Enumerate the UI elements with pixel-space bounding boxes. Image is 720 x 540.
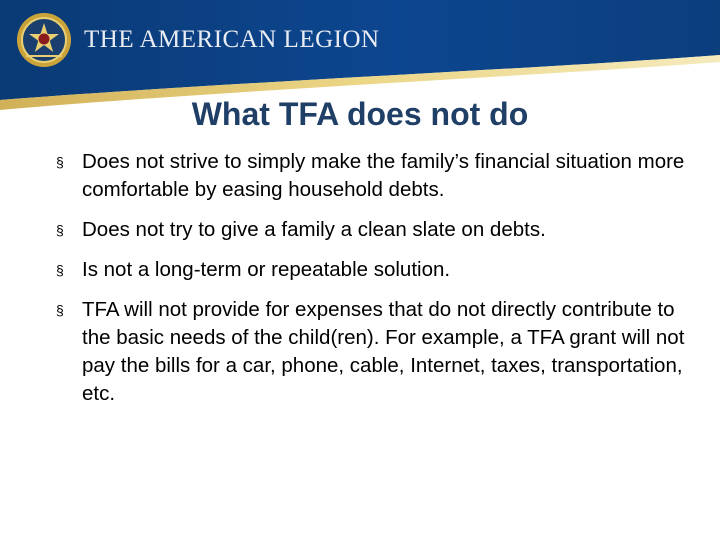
slide-title: What TFA does not do (191, 96, 529, 132)
bullet-marker-icon: § (56, 302, 64, 318)
bullet-item (56, 148, 686, 204)
bullet-item (56, 256, 686, 284)
bullet-item (56, 216, 686, 244)
bullet-marker-icon: § (56, 154, 64, 170)
bullet-text: Does not strive to simply make the family’s financial situation more comfortable by easing household debts. (82, 150, 685, 201)
bullet-text: TFA will not provide for expenses that do not directly contribute to the basic needs of the child(ren). For example, a TFA grant will not pay the bills for a car, phone, cable, Internet, taxes, transportation, etc. (82, 298, 685, 405)
bullet-text: Is not a long-term or repeatable solution. (82, 258, 451, 281)
organization-name: THE AMERICAN LEGION (84, 26, 380, 53)
bullet-marker-icon: § (56, 222, 64, 238)
bullet-item (56, 296, 686, 408)
bullet-list (56, 148, 686, 420)
american-legion-emblem-icon (16, 12, 72, 68)
bullet-marker-icon: § (56, 262, 64, 278)
bullet-text: Does not try to give a family a clean slate on debts. (82, 218, 546, 241)
